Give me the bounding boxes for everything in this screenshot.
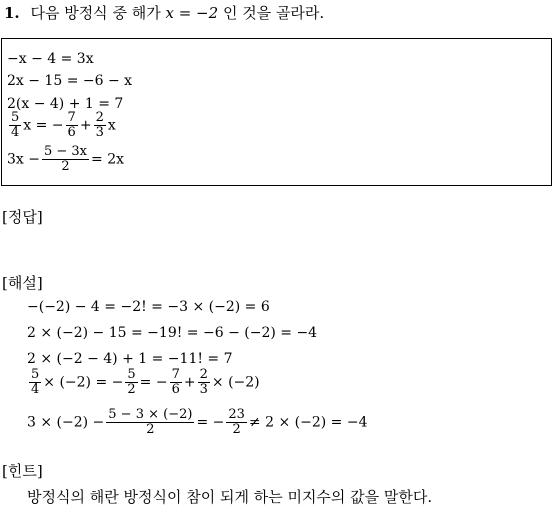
fraction: $\frac{23}{2}$ bbox=[228, 407, 245, 437]
fraction: $\frac{5}{2}$ bbox=[127, 367, 136, 397]
equation-choice-1: −x − 4 = 3x bbox=[7, 51, 94, 67]
fraction: $\frac{5}{4}$ bbox=[31, 367, 40, 397]
fraction: $\frac{5}{4}$ bbox=[11, 110, 20, 140]
fraction: $\frac{7}{6}$ bbox=[171, 367, 180, 397]
equation-choice-4: $\frac{5}{4}$ x = − $\frac{7}{6}$ + $\frac{2}{3}$ x bbox=[11, 110, 116, 140]
solution-line-3: 2 × (−2 − 4) + 1 = −11! = 7 bbox=[27, 351, 233, 367]
equation-choice-5: 3x − $\frac{5 - 3x}{2}$ = 2x bbox=[7, 144, 124, 174]
solution-line-2: 2 × (−2) − 15 = −19! = −6 − (−2) = −4 bbox=[27, 325, 318, 341]
equation-choice-3: 2(x − 4) + 1 = 7 bbox=[7, 96, 124, 112]
question-text-before: 다음 방정식 중 해가 bbox=[30, 4, 161, 22]
equation-choices-box bbox=[1, 38, 552, 186]
equation-choice-2: 2x − 15 = −6 − x bbox=[7, 73, 133, 89]
question-number: 1. bbox=[4, 4, 20, 22]
hint-heading: [힌트] bbox=[2, 462, 43, 480]
fraction: $\frac{7}{6}$ bbox=[67, 110, 76, 140]
explanation-heading: [해설] bbox=[2, 274, 43, 292]
solution-line-5: 3 × (−2) − $\frac{5 - 3 \times (-2)}{2}$ = − $\frac{23}{2}$ ≠ 2 × (−2) = −4 bbox=[27, 407, 368, 437]
answer-heading: [정답] bbox=[2, 208, 43, 226]
fraction: $\frac{5 - 3x}{2}$ bbox=[43, 144, 88, 174]
fraction: $\frac{5 - 3 \times (-2)}{2}$ bbox=[108, 407, 193, 437]
fraction: $\frac{2}{3}$ bbox=[95, 110, 104, 140]
fraction: $\frac{2}{3}$ bbox=[199, 367, 208, 397]
hint-text: 방정식의 해란 방정식이 참이 되게 하는 미지수의 값을 말한다. bbox=[27, 488, 433, 506]
solution-line-1: −(−2) − 4 = −2! = −3 × (−2) = 6 bbox=[27, 299, 270, 315]
question-title bbox=[4, 2, 324, 23]
question-expression: x = −2 bbox=[165, 4, 219, 22]
solution-line-4: $\frac{5}{4}$ × (−2) = − $\frac{5}{2}$ = − $\frac{7}{6}$ + $\frac{2}{3}$ × (−2) bbox=[31, 367, 260, 397]
question-text-after: 인 것을 골라라. bbox=[222, 4, 325, 22]
